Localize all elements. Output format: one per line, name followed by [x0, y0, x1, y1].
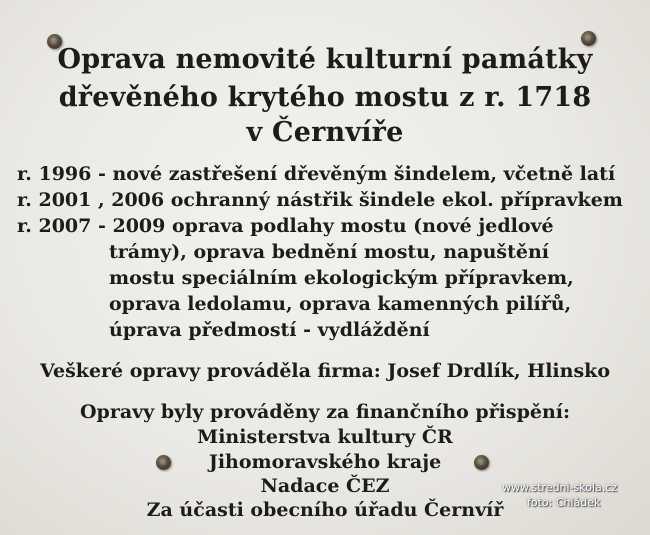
history-2007-cont-3: oprava ledolamu, oprava kamenných pilířů, [109, 293, 572, 315]
history-2001-2006: r. 2001 , 2006 ochranný nástřik šindele ekol. přípravkem [17, 189, 623, 211]
contractor-line: Veškeré opravy prováděla firma: Josef Drdlík, Hlinsko [40, 360, 610, 382]
funder-region: Jihomoravského kraje [208, 451, 442, 473]
history-2007-cont-1: trámy), oprava bednění mostu, napuštění [109, 241, 550, 263]
history-1996: r. 1996 - nové zastřešení dřevěným šindelem, včetně latí [17, 163, 616, 185]
watermark-site: www.stredni-skola.cz [502, 481, 618, 494]
funding-heading: Opravy byly prováděny za finančního přispění: [79, 401, 570, 423]
history-2007-cont-4: úprava předmostí - vydláždění [109, 319, 430, 341]
title-line-3: v Černvíře [246, 117, 404, 148]
funder-ministry: Ministerstva kultury ČR [197, 426, 453, 448]
municipality-line: Za účasti obecního úřadu Černvíř [146, 499, 504, 521]
history-2007-cont-2: mostu speciálním ekologickým přípravkem, [109, 267, 574, 289]
funder-foundation: Nadace ČEZ [260, 475, 390, 497]
title-line-1: Oprava nemovité kulturní památky [57, 44, 593, 75]
title-line-2: dřevěného krytého mostu z r. 1718 [58, 82, 592, 113]
watermark-photo: foto: Chládek [527, 496, 601, 509]
history-2007-2009: r. 2007 - 2009 oprava podlahy mostu (nové jedlové [17, 215, 554, 237]
